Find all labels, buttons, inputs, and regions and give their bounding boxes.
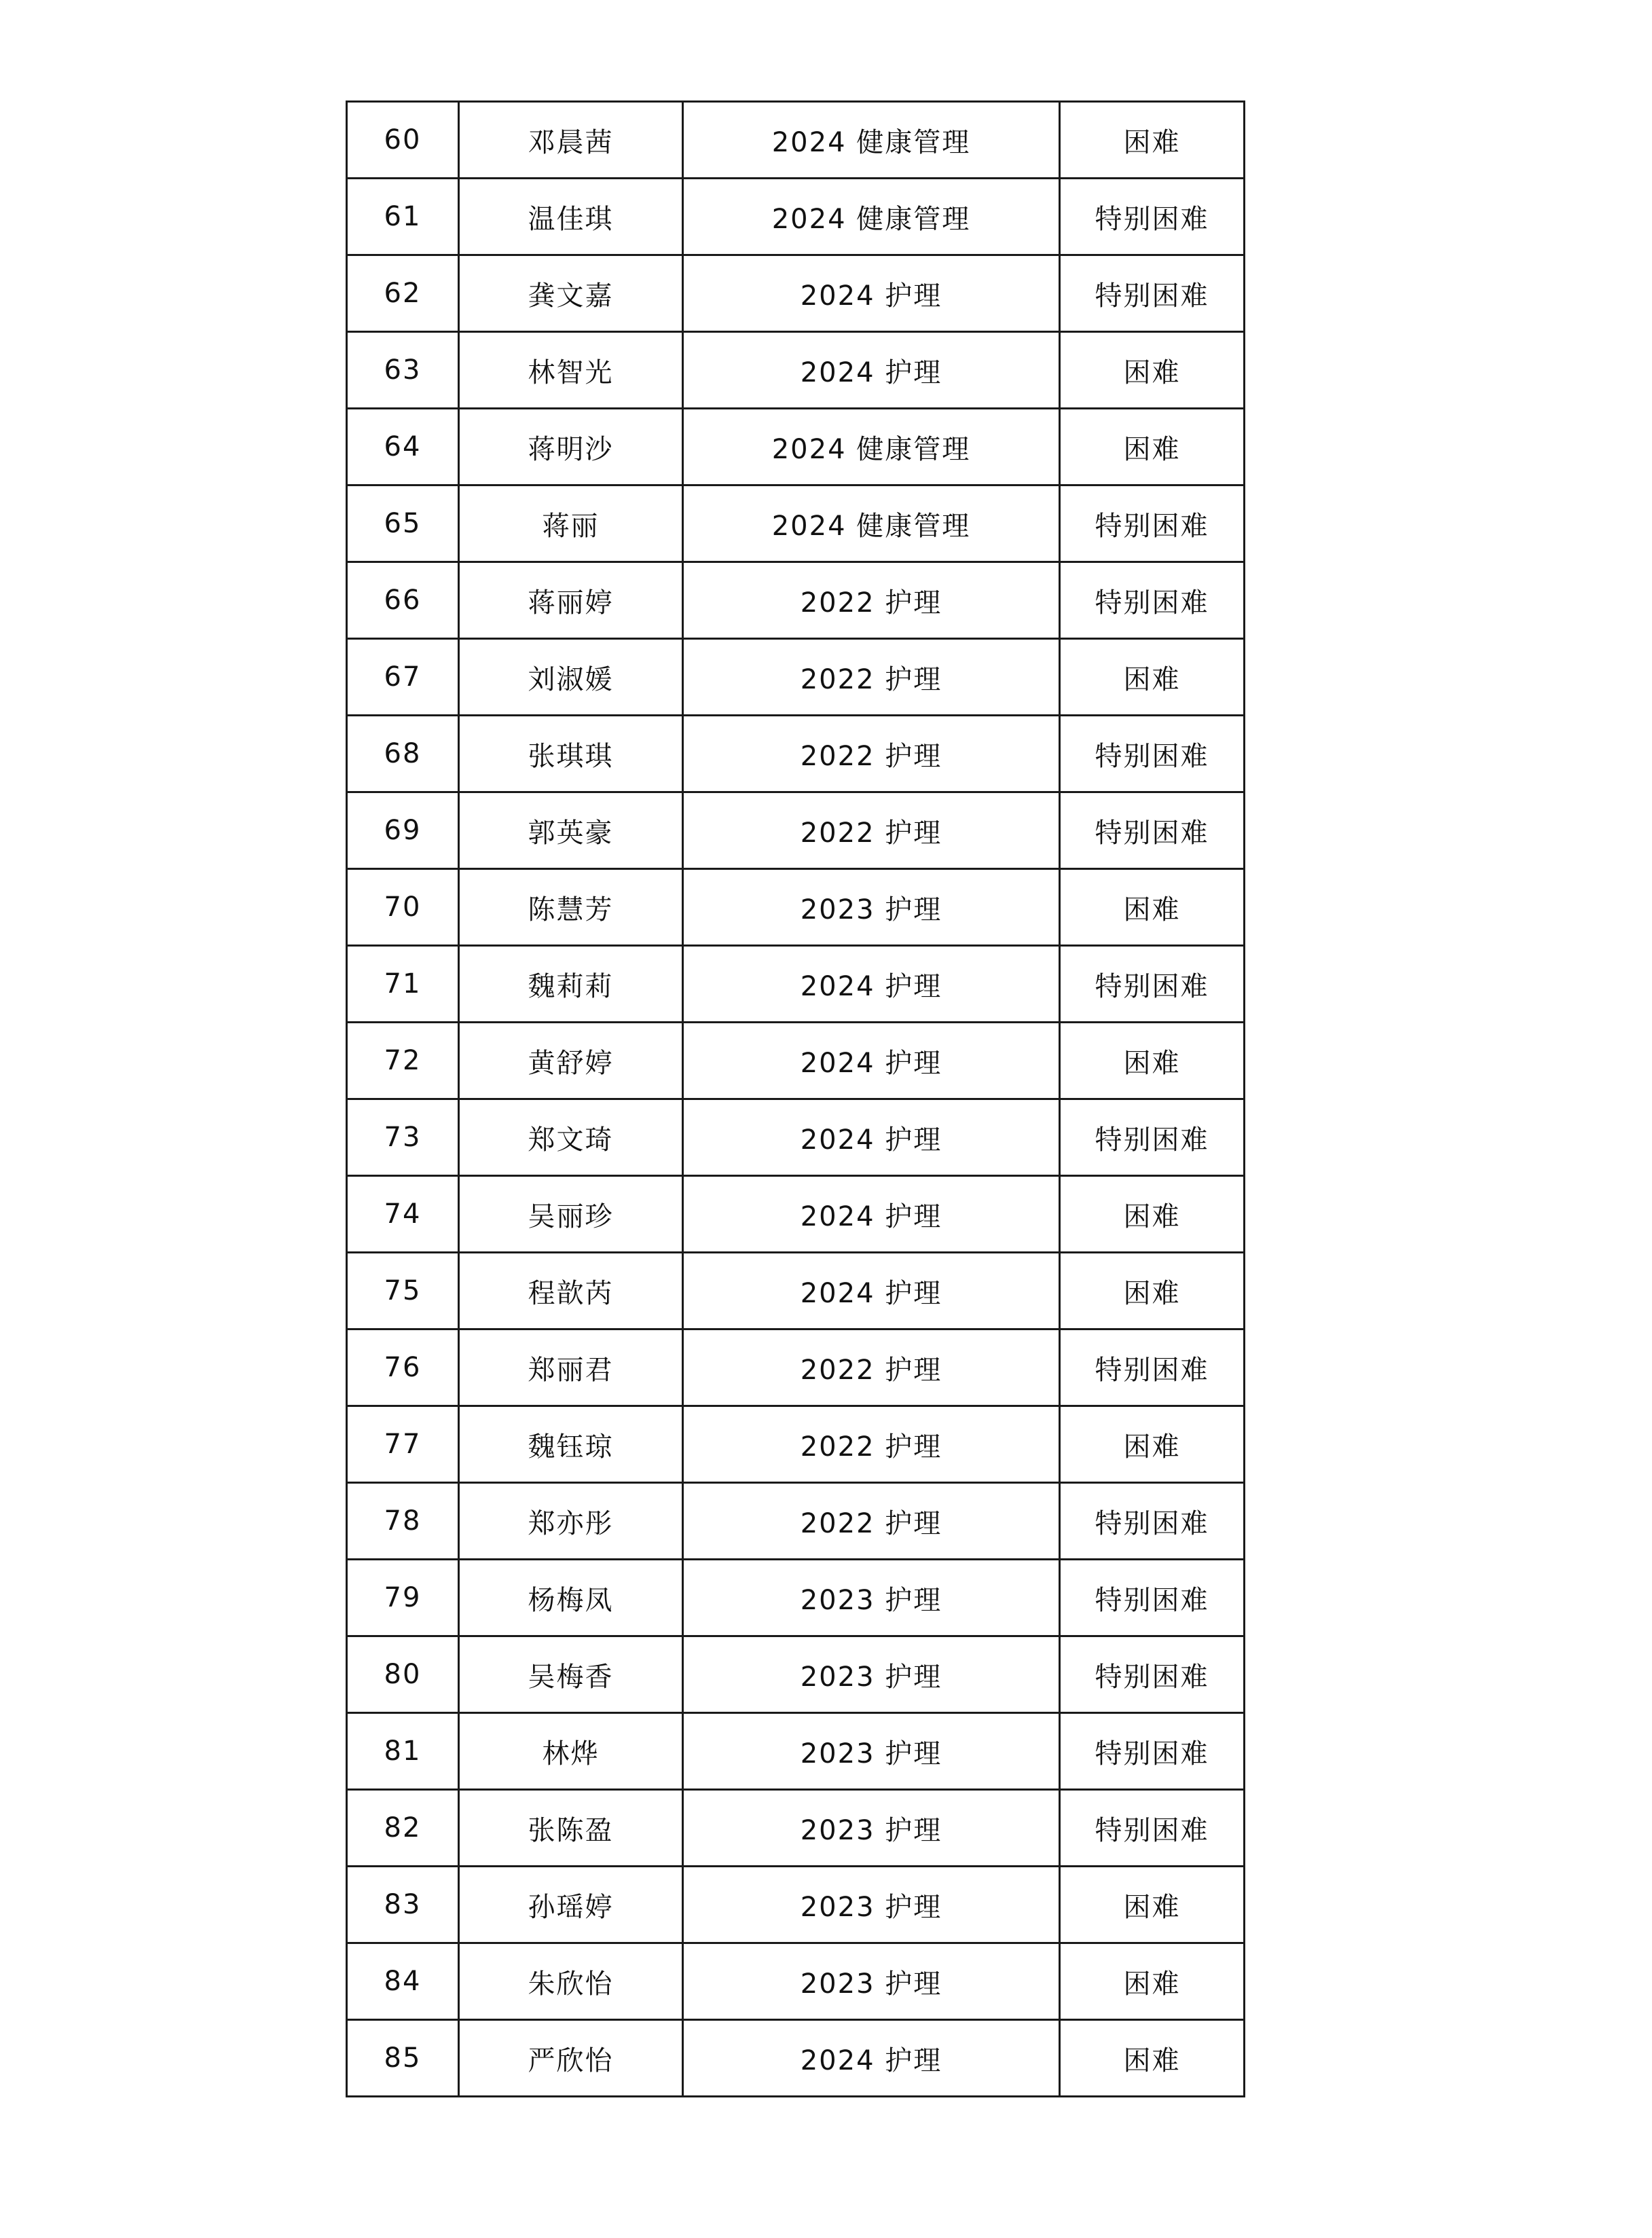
table-row [347,1406,1245,1483]
student-name-cell: 郑丽君 [459,1329,683,1406]
class-major-cell: 2023 护理 [683,1560,1060,1636]
table-row [347,639,1245,716]
class-major-cell: 2023 护理 [683,1636,1060,1713]
class-major-cell: 2022 护理 [683,1483,1060,1560]
student-name-cell: 张琪琪 [459,716,683,792]
table-row [347,1023,1245,1099]
table-row [347,179,1245,255]
student-name-cell: 严欣怡 [459,2020,683,2097]
difficulty-level-cell: 困难 [1060,1943,1245,2020]
class-major-cell: 2024 护理 [683,1099,1060,1176]
table-row [347,332,1245,409]
class-major-cell: 2022 护理 [683,716,1060,792]
table-row [347,1790,1245,1867]
table-row [347,1560,1245,1636]
class-major-cell: 2024 护理 [683,332,1060,409]
student-name-cell: 郭英豪 [459,792,683,869]
student-name-cell: 蒋丽 [459,485,683,562]
student-name-cell: 龚文嘉 [459,255,683,332]
table-row [347,1636,1245,1713]
class-major-cell: 2024 健康管理 [683,102,1060,179]
class-major-cell: 2024 护理 [683,946,1060,1023]
difficulty-level-cell: 特别困难 [1060,1636,1245,1713]
difficulty-level-cell: 特别困难 [1060,485,1245,562]
student-name-cell: 郑文琦 [459,1099,683,1176]
table-row [347,1176,1245,1253]
table-row [347,792,1245,869]
row-number-cell: 68 [347,716,459,792]
table-row [347,1099,1245,1176]
class-major-cell: 2024 护理 [683,2020,1060,2097]
row-number-cell: 67 [347,639,459,716]
row-number-cell: 84 [347,1943,459,2020]
class-major-cell: 2023 护理 [683,1867,1060,1943]
student-name-cell: 黄舒婷 [459,1023,683,1099]
table-body [347,102,1245,2097]
table-row [347,1713,1245,1790]
difficulty-level-cell: 特别困难 [1060,946,1245,1023]
student-name-cell: 孙瑶婷 [459,1867,683,1943]
student-name-cell: 林智光 [459,332,683,409]
row-number-cell: 77 [347,1406,459,1483]
difficulty-level-cell: 困难 [1060,409,1245,485]
class-major-cell: 2024 护理 [683,1023,1060,1099]
row-number-cell: 66 [347,562,459,639]
row-number-cell: 69 [347,792,459,869]
class-major-cell: 2022 护理 [683,1329,1060,1406]
difficulty-level-cell: 特别困难 [1060,179,1245,255]
table-row [347,102,1245,179]
class-major-cell: 2022 护理 [683,792,1060,869]
row-number-cell: 74 [347,1176,459,1253]
difficulty-level-cell: 特别困难 [1060,1560,1245,1636]
student-name-cell: 魏钰琼 [459,1406,683,1483]
difficulty-level-cell: 困难 [1060,1253,1245,1329]
difficulty-level-cell: 特别困难 [1060,792,1245,869]
difficulty-level-cell: 特别困难 [1060,1483,1245,1560]
row-number-cell: 83 [347,1867,459,1943]
difficulty-level-cell: 特别困难 [1060,562,1245,639]
difficulty-level-cell: 困难 [1060,869,1245,946]
student-name-cell: 吴丽珍 [459,1176,683,1253]
class-major-cell: 2024 护理 [683,255,1060,332]
student-aid-table [346,100,1245,2097]
table-row [347,1867,1245,1943]
class-major-cell: 2022 护理 [683,562,1060,639]
student-name-cell: 杨梅凤 [459,1560,683,1636]
table-row [347,1483,1245,1560]
table-row [347,2020,1245,2097]
student-name-cell: 陈慧芳 [459,869,683,946]
difficulty-level-cell: 特别困难 [1060,1790,1245,1867]
difficulty-level-cell: 困难 [1060,1406,1245,1483]
row-number-cell: 80 [347,1636,459,1713]
table-row [347,716,1245,792]
student-name-cell: 张陈盈 [459,1790,683,1867]
row-number-cell: 73 [347,1099,459,1176]
class-major-cell: 2024 健康管理 [683,409,1060,485]
class-major-cell: 2024 护理 [683,1253,1060,1329]
table-row [347,409,1245,485]
row-number-cell: 78 [347,1483,459,1560]
student-name-cell: 温佳琪 [459,179,683,255]
difficulty-level-cell: 特别困难 [1060,1099,1245,1176]
class-major-cell: 2024 护理 [683,1176,1060,1253]
table-row [347,946,1245,1023]
student-name-cell: 魏莉莉 [459,946,683,1023]
student-name-cell: 林烨 [459,1713,683,1790]
student-name-cell: 朱欣怡 [459,1943,683,2020]
row-number-cell: 76 [347,1329,459,1406]
student-name-cell: 蒋丽婷 [459,562,683,639]
class-major-cell: 2024 健康管理 [683,179,1060,255]
table-row [347,869,1245,946]
row-number-cell: 81 [347,1713,459,1790]
class-major-cell: 2022 护理 [683,1406,1060,1483]
difficulty-level-cell: 困难 [1060,1023,1245,1099]
row-number-cell: 63 [347,332,459,409]
difficulty-level-cell: 特别困难 [1060,1329,1245,1406]
class-major-cell: 2023 护理 [683,1790,1060,1867]
class-major-cell: 2023 护理 [683,1713,1060,1790]
row-number-cell: 60 [347,102,459,179]
difficulty-level-cell: 困难 [1060,332,1245,409]
class-major-cell: 2024 健康管理 [683,485,1060,562]
row-number-cell: 71 [347,946,459,1023]
row-number-cell: 85 [347,2020,459,2097]
table-row [347,1253,1245,1329]
difficulty-level-cell: 困难 [1060,1867,1245,1943]
row-number-cell: 82 [347,1790,459,1867]
table-row [347,562,1245,639]
row-number-cell: 62 [347,255,459,332]
student-name-cell: 程歆芮 [459,1253,683,1329]
row-number-cell: 72 [347,1023,459,1099]
class-major-cell: 2023 护理 [683,869,1060,946]
row-number-cell: 64 [347,409,459,485]
difficulty-level-cell: 困难 [1060,102,1245,179]
row-number-cell: 75 [347,1253,459,1329]
row-number-cell: 65 [347,485,459,562]
student-name-cell: 邓晨茜 [459,102,683,179]
row-number-cell: 79 [347,1560,459,1636]
table-row [347,485,1245,562]
difficulty-level-cell: 困难 [1060,1176,1245,1253]
class-major-cell: 2023 护理 [683,1943,1060,2020]
difficulty-level-cell: 困难 [1060,2020,1245,2097]
table-row [347,255,1245,332]
student-name-cell: 郑亦彤 [459,1483,683,1560]
difficulty-level-cell: 特别困难 [1060,1713,1245,1790]
class-major-cell: 2022 护理 [683,639,1060,716]
row-number-cell: 70 [347,869,459,946]
difficulty-level-cell: 困难 [1060,639,1245,716]
student-name-cell: 吴梅香 [459,1636,683,1713]
difficulty-level-cell: 特别困难 [1060,716,1245,792]
table-row [347,1329,1245,1406]
student-name-cell: 蒋明沙 [459,409,683,485]
difficulty-level-cell: 特别困难 [1060,255,1245,332]
student-name-cell: 刘淑媛 [459,639,683,716]
row-number-cell: 61 [347,179,459,255]
table-row [347,1943,1245,2020]
